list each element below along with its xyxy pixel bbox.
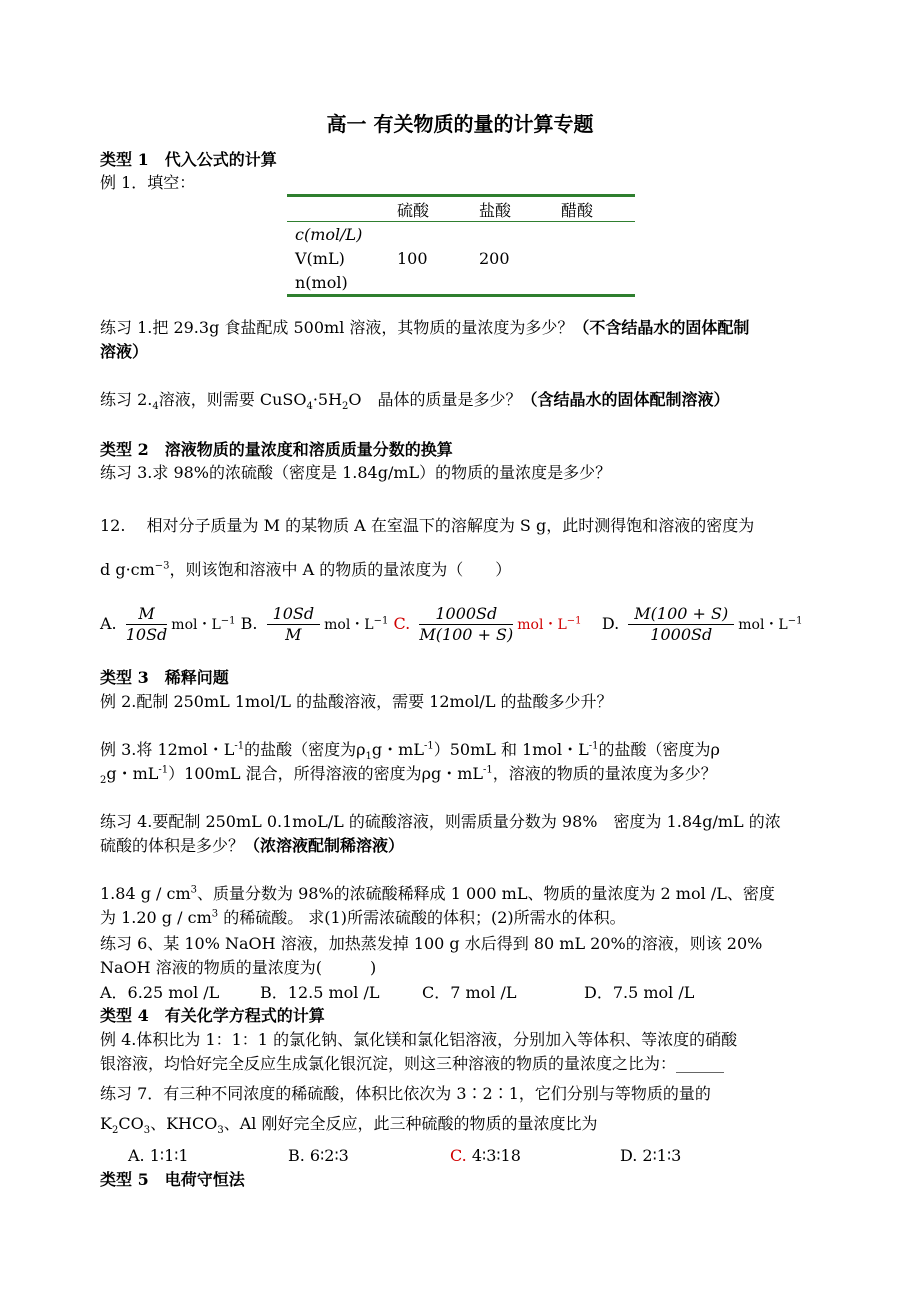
exercise-5-cont: 为 1.20 g / $cm^3$ 的稀硫酸。 求(1)所需浓硫酸的体积；(2)所需水的体积。 (100, 908, 626, 927)
table-cell: 盐酸 (479, 200, 512, 220)
option-d: D. $\frac{M(100 + S)}{1000Sd}$ mol・$L^{-1}$ (601, 604, 803, 645)
option-a: A．6.25 mol /L (100, 983, 220, 1002)
question-12: 12. 相对分子质量为 M 的某物质 A 在室温下的溶解度为 S g，此时测得饱和溶液的密度为 (100, 516, 755, 535)
example-4: 例 4.体积比为 1：1：1 的氯化钠、氯化镁和氯化铝溶液，分别加入等体积、等浓度的硝酸 (100, 1030, 738, 1049)
example-1: 例 1．填空： (100, 173, 196, 192)
option-b: B．12.5 mol /L (260, 983, 380, 1002)
table-cell: 硫酸 (397, 200, 430, 220)
question-12-cont: d $g\cdot cm^{-3}$，则该饱和溶液中 A 的物质的量浓度为（ ） (100, 560, 512, 579)
table-cell (287, 196, 389, 222)
exercise-3: 练习 3.求 98%的浓硫酸（密度是 1.84g/mL）的物质的量浓度是多少？ (100, 463, 612, 482)
exercise-1-cont: 溶液） (100, 342, 149, 361)
option-c: C．7 mol /L (422, 983, 517, 1002)
table-cell (389, 222, 471, 247)
table-cell: 200 (479, 248, 510, 268)
table-cell (389, 270, 471, 296)
type1-heading: 类型 1 代入公式的计算 (100, 150, 277, 169)
example-2: 例 2.配制 250mL 1mol/L 的盐酸溶液，需要 12mol/L 的盐酸多少升？ (100, 692, 613, 711)
option-b: B. 6∶2∶3 (288, 1146, 349, 1165)
exercise-1: 练习 1.把 29.3g 食盐配成 500ml 溶液，其物质的量浓度为多少？（不含结晶水的固体配制 (100, 318, 750, 337)
example-4-cont: 银溶液，均恰好完全反应生成氯化银沉淀，则这三种溶液的物质的量浓度之比为：______ (100, 1054, 725, 1073)
option-a: A. $\frac{M}{10Sd}$ mol・$L^{-1}$ (100, 604, 236, 645)
table-header-row (287, 196, 635, 222)
table-cell (553, 246, 635, 270)
type2-heading: 类型 2 溶液物质的量浓度和溶质质量分数的换算 (100, 440, 453, 459)
exercise-6-options (100, 983, 694, 1002)
option-c: C. 4∶3∶18 (450, 1146, 521, 1165)
exercise-5: 1.84 g / $cm^3$、质量分数为 98%的浓硫酸稀释成 1 000 mL、物质的量浓度为 2 mol /L、密度 (100, 884, 775, 903)
option-c: C. $\frac{1000Sd}{M(100 + S)}$ mol・$L^{-1}$ (393, 604, 582, 645)
example-3: 例 3.将 12mol・$L^{-1}$的盐酸（密度为$\rho_1g$・$mL^{-1})50mL$ 和 1mol・$L^{-1}$的盐酸（密度为ρ (100, 740, 720, 763)
table-cell: c(mol/L) (295, 224, 363, 244)
exercise-7-options (128, 1146, 681, 1165)
exercise-2: 练习 $2._4$溶液，则需要 $CuSO_4\cdot 5H_2O$ 晶体的质量是多少？（含结晶水的固体配制溶液） (100, 390, 730, 413)
exercise-6: 练习 6、某 10% NaOH 溶液，加热蒸发掉 100 g 水后得到 80 mL 20%的溶液，则该 20% (100, 934, 763, 953)
table-cell: 醋酸 (561, 200, 594, 220)
table-cell (553, 222, 635, 247)
exercise-4: 练习 4.要配制 250mL 0.1moL/L 的硫酸溶液，则需质量分数为 98% 密度为 1.84g/mL 的浓 (100, 812, 781, 831)
option-a: A. 1∶1∶1 (128, 1146, 189, 1165)
exercise-4-cont: 硫酸的体积是多少？（浓溶液配制稀溶液） (100, 836, 405, 855)
table-row (287, 270, 635, 296)
option-d: D．7.5 mol /L (584, 983, 695, 1002)
exercise-6-cont: NaOH 溶液的物质的量浓度为( ) (100, 958, 377, 977)
table-cell (471, 270, 553, 296)
table-cell: V(mL) (295, 248, 345, 268)
table-cell: 100 (397, 248, 428, 268)
exercise-7-cont: $K_2CO_3$、$KHCO_3$、Al 刚好完全反应，此三种硫酸的物质的量浓度比为 (100, 1114, 598, 1137)
exercise-7: 练习 7．有三种不同浓度的稀硫酸，体积比依次为 3∶2∶1，它们分别与等物质的量的 (100, 1084, 711, 1103)
table-cell (553, 270, 635, 296)
type5-heading: 类型 5 电荷守恒法 (100, 1170, 245, 1189)
option-d: D. 2∶1∶3 (620, 1146, 682, 1165)
example-3-cont: $_2$g・$mL^{-1})100mL$ 混合，所得溶液的密度为ρg・$mL^{-1}$，溶液的物质的量浓度为多少？ (100, 764, 717, 787)
option-b: B. $\frac{10Sd}{M}$ mol・$L^{-1}$ (240, 604, 389, 645)
table-cell (471, 222, 553, 247)
table-cell: n(mol) (295, 272, 348, 292)
type4-heading: 类型 4 有关化学方程式的计算 (100, 1006, 325, 1025)
table-row (287, 246, 635, 270)
table-row (287, 222, 635, 247)
question-12-options (100, 604, 802, 644)
fill-table (287, 194, 635, 297)
page-title: 高一 有关物质的量的计算专题 (326, 112, 594, 136)
type3-heading: 类型 3 稀释问题 (100, 668, 229, 687)
